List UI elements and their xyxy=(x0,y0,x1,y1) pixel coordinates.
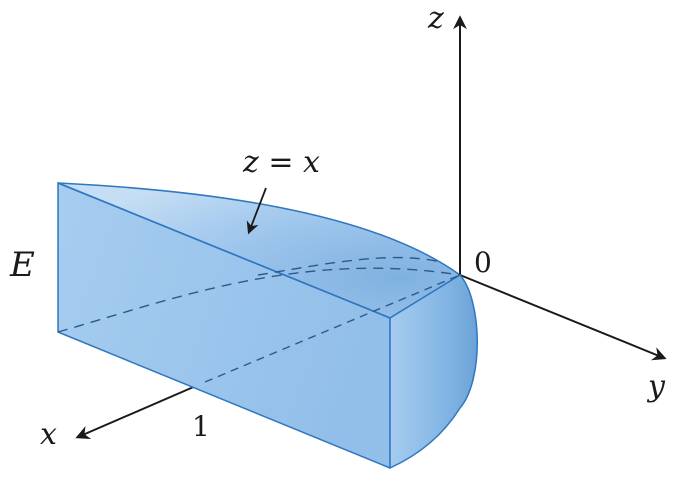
tick-label-one: 1 xyxy=(192,410,210,443)
region-label: E xyxy=(10,245,35,285)
z-axis-label: z xyxy=(428,1,444,36)
origin-label: 0 xyxy=(474,246,492,279)
surface-label: z = x xyxy=(243,145,320,180)
x-axis-label: x xyxy=(40,417,57,452)
y-axis-label: y xyxy=(648,369,665,404)
x-axis xyxy=(78,382,205,437)
y-axis xyxy=(460,275,664,358)
